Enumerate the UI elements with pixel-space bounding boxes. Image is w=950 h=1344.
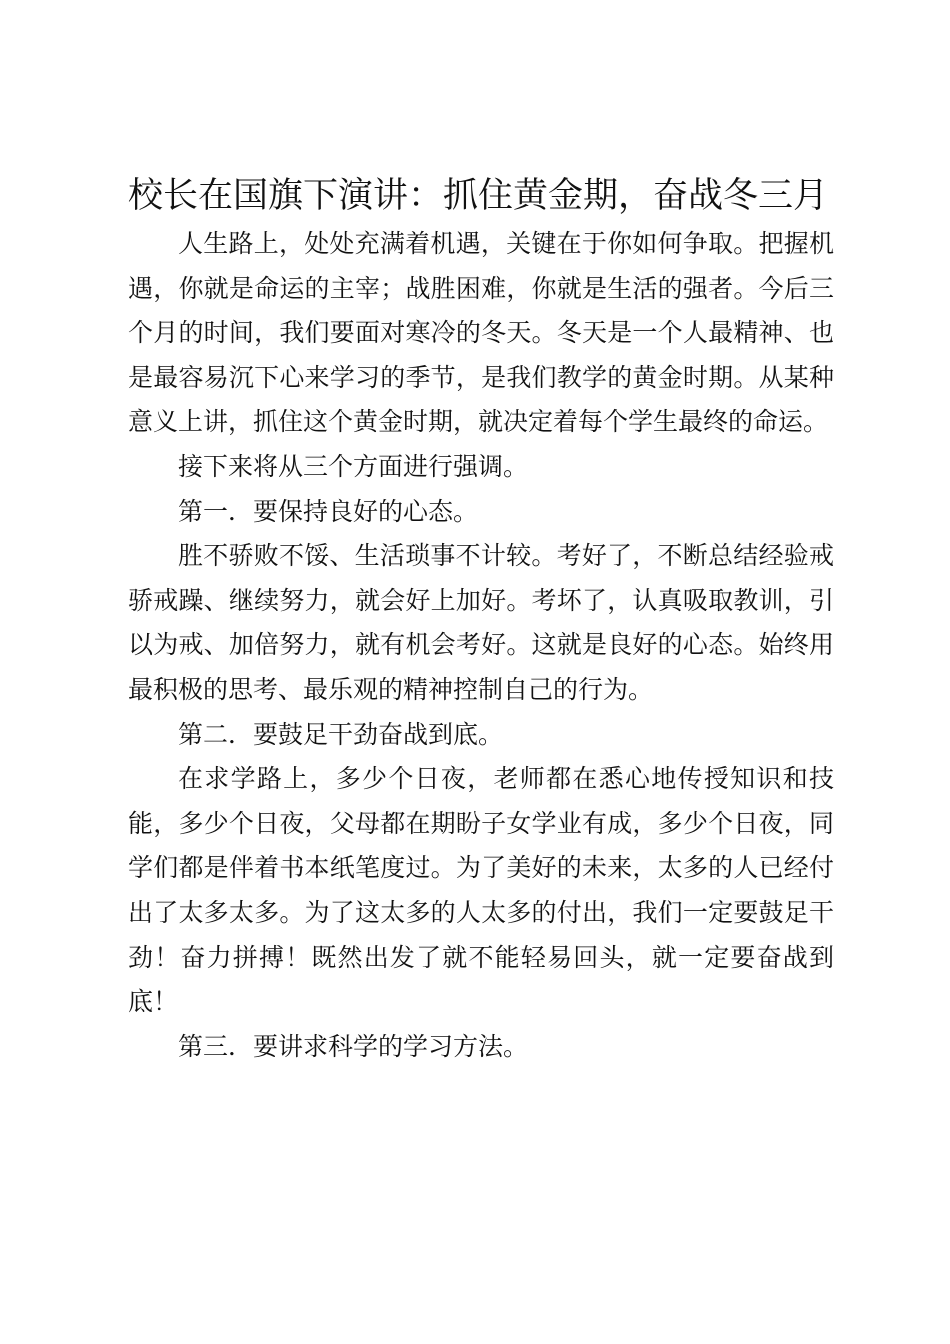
paragraph-overview: 接下来将从三个方面进行强调。 xyxy=(178,451,529,481)
heading-point-two: 第二．要鼓足干劲奋战到底。 xyxy=(178,719,504,749)
document-body xyxy=(128,222,834,1069)
document-title: 校长在国旗下演讲：抓住黄金期，奋战冬三月 xyxy=(128,176,829,216)
heading-point-one: 第一．要保持良好的心态。 xyxy=(178,496,479,526)
heading-point-three: 第三．要讲求科学的学习方法。 xyxy=(178,1031,529,1061)
paragraph-intro: 人生路上，处处充满着机遇，关键在于你如何争取。把握机遇，你就是命运的主宰；战胜困难，你就是生活的强者。今后三个月的时间，我们要面对寒冷的冬天。冬天是一个人最精神、也是最容易沉下心来学习的季节，是我们教学的黄金时期。从某种意义上讲，抓住这个黄金时期，就决定着每个学生最终的命运。 xyxy=(128,229,834,437)
paragraph-point-two: 在求学路上，多少个日夜，老师都在悉心地传授知识和技能，多少个日夜，父母都在期盼子女学业有成，多少个日夜，同学们都是伴着书本纸笔度过。为了美好的未来，太多的人已经付出了太多太多。为了这太多的人太多的付出，我们一定要鼓足干劲！奋力拼搏！既然出发了就不能轻易回头，就一定要奋战到底！ xyxy=(128,764,834,1017)
paragraph-point-one: 胜不骄败不馁、生活琐事不计较。考好了，不断总结经验戒骄戒躁、继续努力，就会好上加好。考坏了，认真吸取教训，引以为戒、加倍努力，就有机会考好。这就是良好的心态。始终用最积极的思考、最乐观的精神控制自己的行为。 xyxy=(128,541,834,704)
